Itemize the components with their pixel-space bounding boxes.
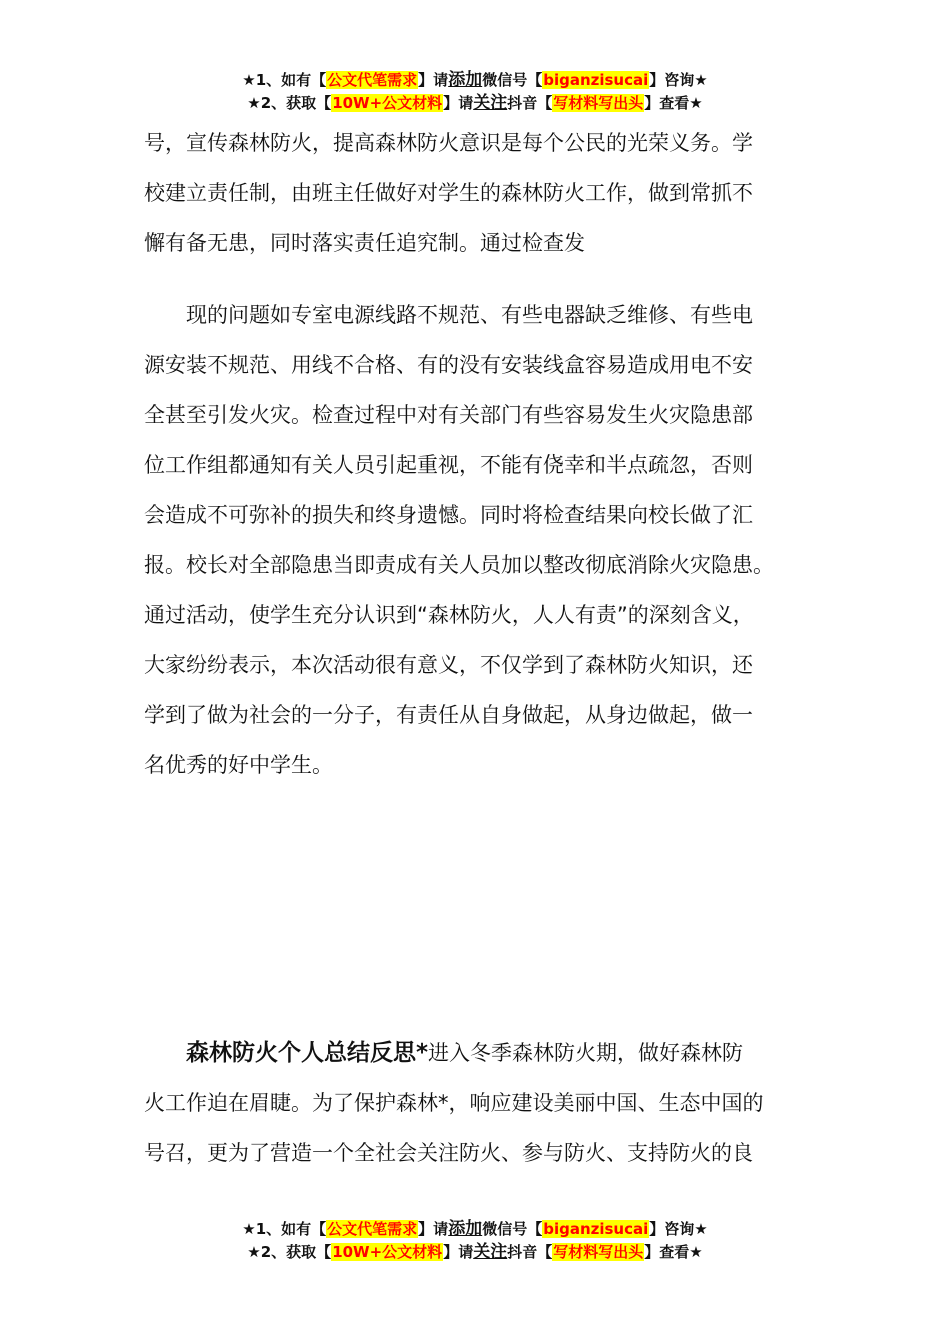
banner-text: 】请	[443, 94, 474, 112]
banner-text: 】请	[443, 1243, 474, 1261]
highlight-materials: 10W+公文材料	[332, 1243, 443, 1261]
banner-text: 】请	[418, 71, 449, 89]
banner-emphasis: 添加	[448, 70, 483, 90]
banner-text: 微信号【	[482, 71, 543, 89]
text-line: 会造成不可弥补的损失和终身遗憾。同时将检查结果向校长做了汇	[144, 503, 753, 527]
text-line: 位工作组都通知有关人员引起重视，不能有侥幸和半点疏忽，否则	[144, 453, 753, 477]
banner-text: 】请	[418, 1220, 449, 1238]
highlight-materials: 10W+公文材料	[332, 94, 443, 112]
paragraph-2	[144, 290, 834, 790]
text-line: 校建立责任制，由班主任做好对学生的森林防火工作，做到常抓不	[144, 181, 753, 205]
banner-text: 】咨询★	[649, 71, 708, 89]
highlight-douyin: 写材料写出头	[553, 94, 644, 112]
banner-text: ★2、获取【	[247, 94, 332, 112]
text-line: 源安装不规范、用线不合格、有的没有安装线盒容易造成用电不安	[144, 353, 753, 377]
highlight-douyin: 写材料写出头	[553, 1243, 644, 1261]
text-line: 通过活动，使学生充分认识到“森林防火，人人有责”的深刻含义，	[144, 603, 754, 627]
section-2	[144, 1028, 834, 1178]
banner-text: 】咨询★	[649, 1220, 708, 1238]
banner-text: 抖音【	[507, 1243, 553, 1261]
section-2-first-line	[144, 1028, 834, 1078]
top-banner	[0, 69, 950, 115]
banner-text: 抖音【	[507, 94, 553, 112]
text-line: 号，宣传森林防火，提高森林防火意识是每个公民的光荣义务。学	[144, 131, 753, 155]
text-line: 报。校长对全部隐患当即责成有关人员加以整改彻底消除火灾隐患。	[144, 553, 774, 577]
banner-line-2	[0, 1241, 950, 1264]
text-line: 名优秀的好中学生。	[144, 753, 333, 777]
banner-line-1	[0, 69, 950, 92]
text-line: 号召，更为了营造一个全社会关注防火、参与防火、支持防火的良	[144, 1141, 753, 1165]
highlight-ghostwriting: 公文代笔需求	[327, 71, 418, 89]
text-line: 现的问题如专室电源线路不规范、有些电器缺乏维修、有些电	[144, 303, 753, 327]
text-line: 全甚至引发火灾。检查过程中对有关部门有些容易发生火灾隐患部	[144, 403, 753, 427]
banner-emphasis: 关注	[473, 1242, 508, 1262]
text-line: 学到了做为社会的一分子，有责任从自身做起，从身边做起，做一	[144, 703, 753, 727]
section-title: 森林防火个人总结反思*	[186, 1040, 429, 1066]
banner-text: 】查看★	[644, 1243, 703, 1261]
text-run: 进入冬季森林防火期，做好森林防	[428, 1041, 744, 1065]
banner-line-1	[0, 1218, 950, 1241]
banner-text: ★2、获取【	[247, 1243, 332, 1261]
highlight-ghostwriting: 公文代笔需求	[327, 1220, 418, 1238]
banner-text: ★1、如有【	[242, 71, 327, 89]
banner-text: 】查看★	[644, 94, 703, 112]
banner-emphasis: 关注	[473, 93, 508, 113]
banner-line-2	[0, 92, 950, 115]
banner-text: 微信号【	[482, 1220, 543, 1238]
highlight-wechat-id: biganzisucai	[543, 71, 649, 89]
text-line: 大家纷纷表示，本次活动很有意义，不仅学到了森林防火知识，还	[144, 653, 753, 677]
paragraph-1	[144, 118, 834, 268]
banner-text: ★1、如有【	[242, 1220, 327, 1238]
text-line: 火工作迫在眉睫。为了保护森林*，响应建设美丽中国、生态中国的	[144, 1091, 764, 1115]
banner-emphasis: 添加	[448, 1219, 483, 1239]
bottom-banner	[0, 1218, 950, 1264]
text-line: 懈有备无患，同时落实责任追究制。通过检查发	[144, 231, 585, 255]
indent	[144, 1041, 186, 1065]
highlight-wechat-id: biganzisucai	[543, 1220, 649, 1238]
